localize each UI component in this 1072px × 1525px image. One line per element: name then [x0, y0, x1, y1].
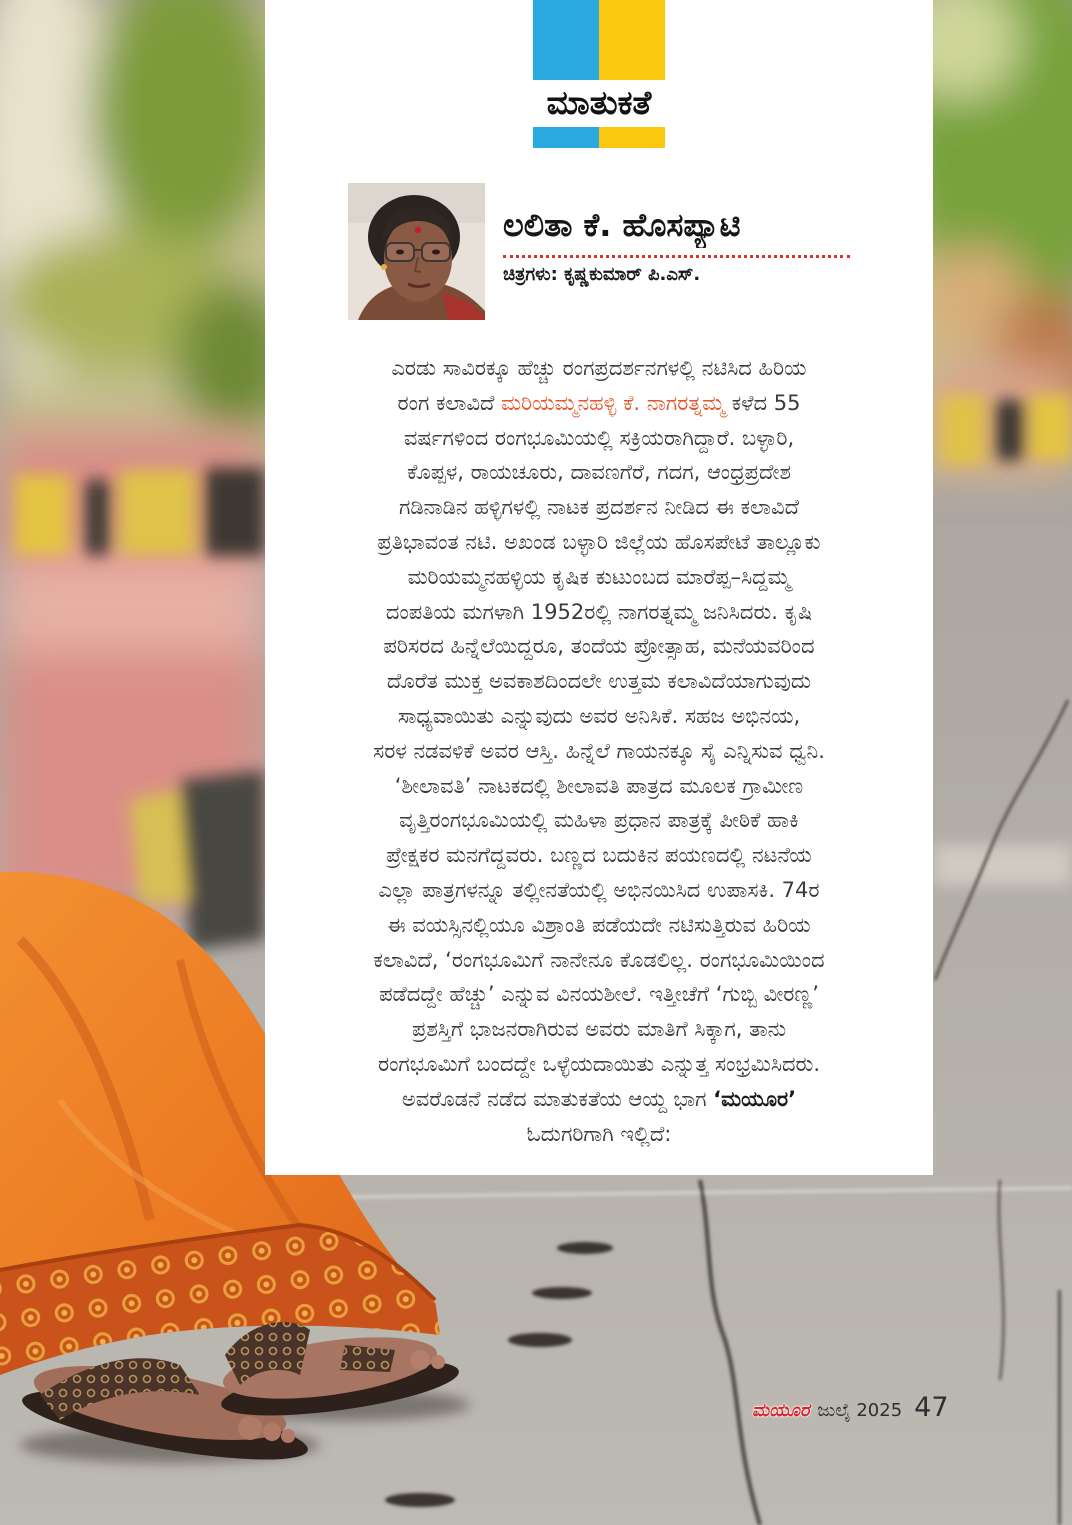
article-line: ವೃತ್ತಿರಂಗಭೂಮಿಯಲ್ಲಿ ಮಹಿಳಾ ಪ್ರಧಾನ ಪಾತ್ರಕ್ಕೆ ಪೀಠಿಕೆ ಹಾಕಿ	[399, 808, 799, 833]
article-line: ಮರಿಯಮ್ಮನಹಳ್ಳಿಯ ಕೃಷಿಕ ಕುಟುಂಬದ ಮಾರೆಪ್ಪ–ಸಿದ್ದಮ್ಮ	[407, 564, 791, 589]
article-line: ದೊರೆತ ಮುಕ್ತ ಅವಕಾಶದಿಂದಲೇ ಉತ್ತಮ ಕಲಾವಿದೆಯಾಗುವುದು	[386, 669, 812, 694]
section-logo-top-bar	[533, 0, 665, 80]
dotted-divider	[503, 255, 850, 258]
logo-blue-stripe	[533, 127, 599, 148]
issue-date: ಜುಲೈ 2025	[817, 1400, 903, 1421]
article-card	[265, 0, 933, 1175]
article-line: ಪರಿಸರದ ಹಿನ್ನೆಲೆಯಿದ್ದರೂ, ತಂದೆಯ ಪ್ರೋತ್ಸಾಹ, ಮನೆಯವರಿಂದ	[383, 634, 815, 659]
article-line: ಪಡೆದದ್ದೇ ಹೆಚ್ಚು’ ಎನ್ನುವ ವಿನಯಶೀಲೆ. ಇತ್ತೀಚೆಗೆ ‘ಗುಬ್ಬಿ ವೀರಣ್ಣ’	[379, 982, 819, 1007]
article-line	[293, 1082, 905, 1117]
article-line: ವರ್ಷಗಳಿಂದ ರಂಗಭೂಮಿಯಲ್ಲಿ ಸಕ್ರಿಯರಾಗಿದ್ದಾರೆ. ಬಳ್ಳಾರಿ,	[403, 425, 795, 450]
article-line: ಸರಳ ನಡವಳಿಕೆ ಅವರ ಆಸ್ತಿ. ಹಿನ್ನೆಲೆ ಗಾಯನಕ್ಕೂ ಸೈ ಎನ್ನಿಸುವ ಧ್ವನಿ.	[373, 738, 825, 763]
article-line: ಎಲ್ಲಾ ಪಾತ್ರಗಳನ್ನೂ ತಲ್ಲೀನತೆಯಲ್ಲಿ ಅಭಿನಯಿಸಿದ ಉಪಾಸಕಿ. 74ರ	[378, 877, 820, 902]
article-line: ‘ಶೀಲಾವತಿ’ ನಾಟಕದಲ್ಲಿ ಶೀಲಾವತಿ ಪಾತ್ರದ ಮೂಲಕ ಗ್ರಾಮೀಣ	[394, 773, 804, 798]
section-logo-bottom-bar	[533, 127, 665, 148]
article-line: ಎರಡು ಸಾವಿರಕ್ಕೂ ಹೆಚ್ಚು ರಂಗಪ್ರದರ್ಶನಗಳಲ್ಲಿ ನಟಿಸಿದ ಹಿರಿಯ	[391, 356, 807, 380]
author-name: ಲಲಿತಾ ಕೆ. ಹೊಸಪ್ಯಾಟಿ	[503, 206, 741, 244]
photo-credit: ಚಿತ್ರಗಳು: ಕೃಷ್ಣಕುಮಾರ್ ಪಿ.ಎಸ್.	[503, 264, 701, 285]
article-line: ಕೊಪ್ಪಳ, ರಾಯಚೂರು, ದಾವಣಗೆರೆ, ಗದಗ, ಆಂಧ್ರಪ್ರದೇಶ	[407, 460, 791, 485]
article-line: ದಂಪತಿಯ ಮಗಳಾಗಿ 1952ರಲ್ಲಿ ನಾಗರತ್ನಮ್ಮ ಜನಿಸಿದರು. ಕೃಷಿ	[385, 599, 813, 624]
article-line: ಈ ವಯಸ್ಸಿನಲ್ಲಿಯೂ ವಿಶ್ರಾಂತಿ ಪಡೆಯದೇ ನಟಿಸುತ್ತಿರುವ ಹಿರಿಯ	[387, 912, 811, 937]
logo-yellow-block	[599, 0, 665, 80]
article-line: ಗಡಿನಾಡಿನ ಹಳ್ಳಿಗಳಲ್ಲಿ ನಾಟಕ ಪ್ರದರ್ಶನ ನೀಡಿದ ಈ ಕಲಾವಿದೆ	[398, 495, 800, 520]
logo-blue-block	[533, 0, 599, 80]
line-text: ರಂಗ ಕಲಾವಿದೆ	[397, 390, 502, 415]
article-line: ರಂಗಭೂಮಿಗೆ ಬಂದದ್ದೇ ಒಳ್ಳೆಯದಾಯಿತು ಎನ್ನುತ್ತ ಸಂಭ್ರಮಿಸಿದರು.	[377, 1051, 820, 1076]
article-line: ಸಾಧ್ಯವಾಯಿತು ಎನ್ನುವುದು ಅವರ ಅನಿಸಿಕೆ. ಸಹಜ ಅಭಿನಯ,	[397, 703, 801, 728]
section-title: ಮಾತುಕತೆ	[546, 83, 652, 122]
line-text: ಅವರೊಡನೆ ನಡೆದ ಮಾತುಕತೆಯ ಆಯ್ದ ಭಾಗ	[401, 1086, 714, 1111]
article-line	[293, 386, 905, 421]
magazine-name-bold: ‘ಮಯೂರ’	[713, 1086, 797, 1111]
article-line: ಕಲಾವಿದೆ, ‘ರಂಗಭೂಮಿಗೆ ನಾನೇನೂ ಕೊಡಲಿಲ್ಲ. ರಂಗಭೂಮಿಯಿಂದ	[373, 947, 825, 972]
author-portrait	[348, 183, 485, 320]
article-line: ಪ್ರಶಸ್ತಿಗೆ ಭಾಜನರಾಗಿರುವ ಅವರು ಮಾತಿಗೆ ಸಿಕ್ಕಾಗ, ತಾನು	[412, 1017, 786, 1042]
article-line: ಓದುಗರಿಗಾಗಿ ಇಲ್ಲಿದೆ:	[526, 1121, 672, 1146]
article-intro	[293, 351, 905, 1151]
page-footer	[752, 1392, 949, 1432]
article-line: ಪ್ರತಿಭಾವಂತ ನಟಿ. ಅಖಂಡ ಬಳ್ಳಾರಿ ಜಿಲ್ಲೆಯ ಹೊಸಪೇಟೆ ತಾಲ್ಲೂಕು	[377, 529, 821, 554]
article-line: ಪ್ರೇಕ್ಷಕರ ಮನಗೆದ್ದವರು. ಬಣ್ಣದ ಬದುಕಿನ ಪಯಣದಲ್ಲಿ ನಟನೆಯ	[386, 843, 812, 868]
line-text: ಕಳೆದ 55	[725, 390, 801, 415]
highlighted-name: ಮರಿಯಮ್ಮನಹಳ್ಳಿ ಕೆ. ನಾಗರತ್ನಮ್ಮ	[501, 390, 726, 415]
page-number: 47	[914, 1392, 949, 1423]
logo-yellow-stripe	[599, 127, 665, 148]
magazine-logo: ಮಯೂರ	[752, 1400, 810, 1421]
